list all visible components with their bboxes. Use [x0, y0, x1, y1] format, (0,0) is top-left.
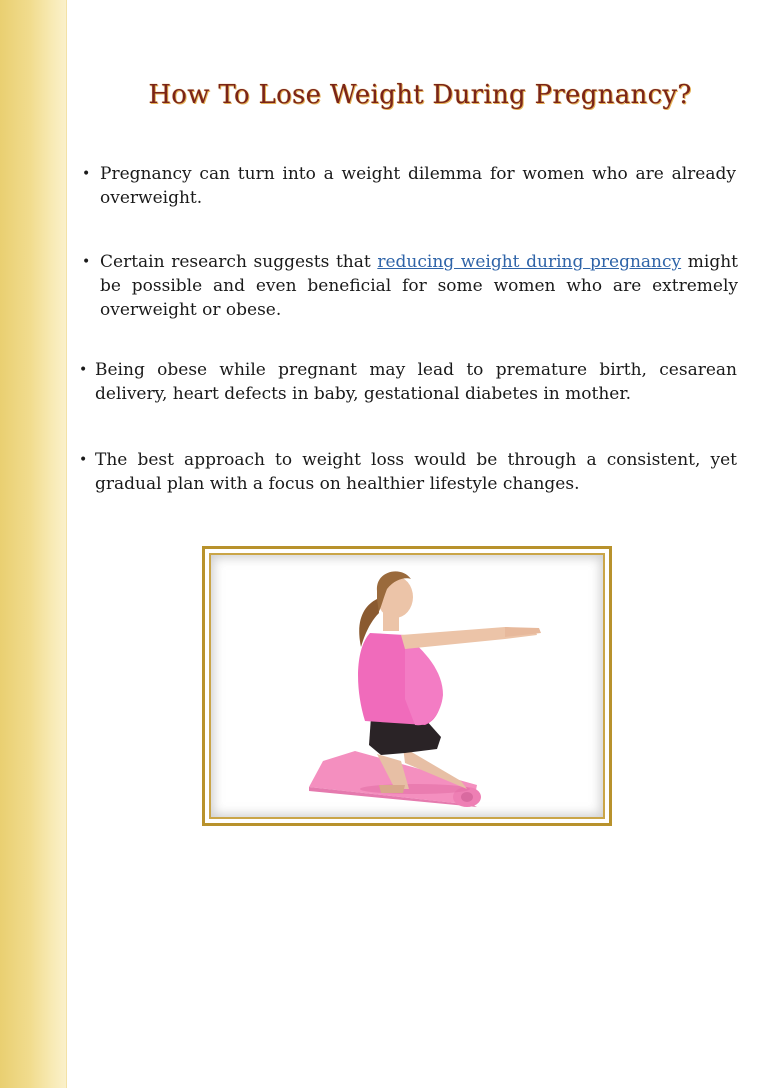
reducing-weight-link[interactable]: reducing weight during pregnancy [377, 252, 682, 272]
bullet-text: Pregnancy can turn into a weight dilemma for women who are already overweight. [100, 164, 736, 208]
bullet-icon: • [82, 254, 91, 270]
pregnant-woman-kneeling-on-yoga-mat-icon [205, 549, 609, 823]
bullet-text: The best approach to weight loss would be through a consistent, yet gradual plan with a focus on healthier lifestyle changes. [95, 450, 737, 494]
bullet-item [82, 250, 738, 322]
bullet-item [82, 162, 736, 210]
bullet-text-before-link: Certain research suggests that [100, 252, 378, 272]
bullet-icon: • [82, 166, 91, 182]
bullet-text: Being obese while pregnant may lead to premature birth, cesarean delivery, heart defects in baby, gestational diabetes in mother. [95, 360, 737, 404]
decorative-side-bar [0, 0, 67, 1088]
bullet-item [79, 448, 737, 496]
bullet-text-after-link: might be possible and even beneficial for some women who are extremely overweight or obese. [100, 252, 738, 320]
page-title: How To Lose Weight During Pregnancy? [148, 80, 692, 110]
bullet-item [79, 358, 737, 406]
bullet-icon: • [79, 362, 88, 378]
bullet-icon: • [79, 452, 88, 468]
photo-frame [202, 546, 612, 826]
